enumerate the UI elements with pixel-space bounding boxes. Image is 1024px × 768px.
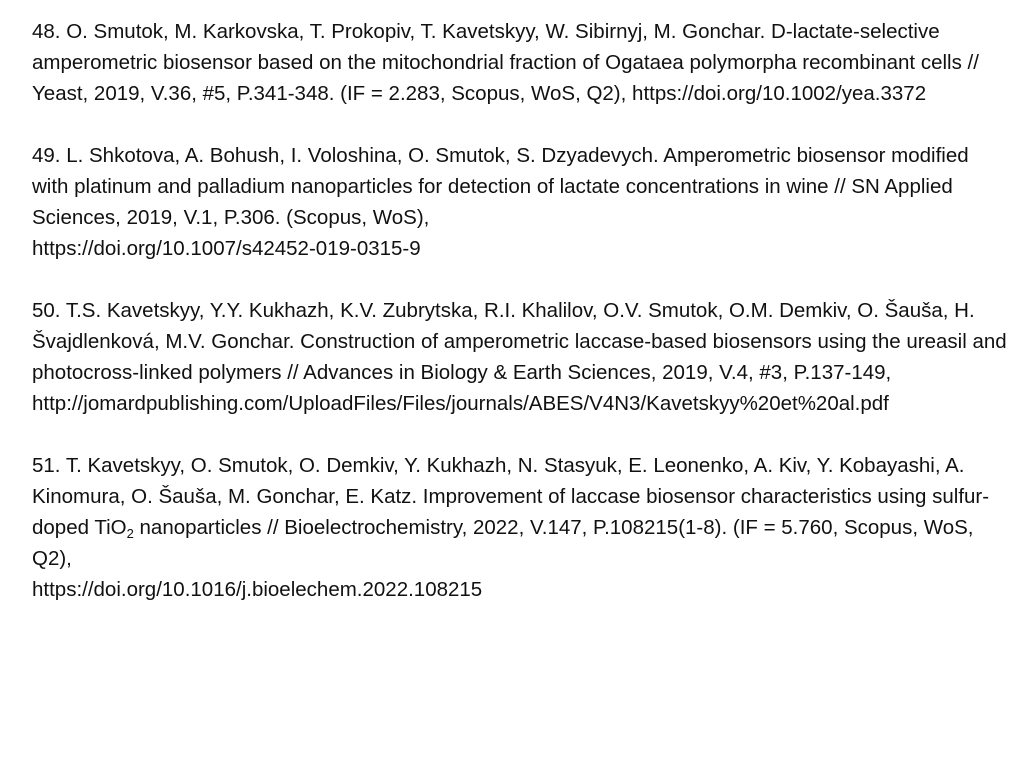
reference-number: 51. bbox=[32, 454, 61, 477]
reference-number: 48. bbox=[32, 20, 61, 43]
doi-link[interactable]: https://doi.org/10.1002/yea.3372 bbox=[632, 82, 927, 105]
reference-50 bbox=[32, 295, 1007, 419]
url-link[interactable]: http://jomardpublishing.com/UploadFiles/Files/journals/ABES/V4N3/Kavetskyy%20et%20al.pdf bbox=[32, 392, 889, 415]
reference-number: 50. bbox=[32, 299, 61, 322]
doi-link[interactable]: https://doi.org/10.1007/s42452-019-0315-9 bbox=[32, 237, 421, 260]
reference-text: O. Smutok, M. Karkovska, T. Prokopiv, T. Kavetskyy, W. Sibirnyj, M. Gonchar. D-lactate-selective amperometric biosensor based on the mitochondrial fraction of Ogataea polymorpha recombinant cells // Yeast, 2019, V.36, #5, P.341-348. (IF = 2.283, Scopus, WoS, Q2), bbox=[32, 20, 979, 105]
reference-text: T.S. Kavetskyy, Y.Y. Kukhazh, K.V. Zubrytska, R.I. Khalilov, O.V. Smutok, O.M. Demkiv, O. Šauša, H. Švajdlenková, M.V. Gonchar. Construction of amperometric laccase-based biosensors using the ureasil and photocross-linked polymers // Advances in Biology & Earth Sciences, 2019, V.4, #3, P.137-149, bbox=[32, 299, 1007, 384]
reference-list bbox=[32, 16, 1007, 636]
reference-51 bbox=[32, 450, 1007, 605]
subscript-2: 2 bbox=[126, 526, 134, 541]
reference-text: L. Shkotova, A. Bohush, I. Voloshina, O. Smutok, S. Dzyadevych. Amperometric biosensor modified with platinum and palladium nanoparticles for detection of lactate concentrations in wine // SN Applied Sciences, 2019, V.1, P.306. (Scopus, WoS), bbox=[32, 144, 969, 229]
reference-48 bbox=[32, 16, 1007, 109]
reference-text-continued: nanoparticles // Bioelectrochemistry, 2022, V.147, P.108215(1-8). (IF = 5.760, Scopus, WoS, Q2), bbox=[32, 516, 974, 570]
reference-49 bbox=[32, 140, 1007, 264]
reference-number: 49. bbox=[32, 144, 61, 167]
doi-link[interactable]: https://doi.org/10.1016/j.bioelechem.2022.108215 bbox=[32, 578, 483, 601]
reference-text: T. Kavetskyy, O. Smutok, O. Demkiv, Y. Kukhazh, N. Stasyuk, E. Leonenko, A. Kiv, Y. Kobayashi, A. Kinomura, O. Šauša, M. Gonchar, E. Katz. Improvement of laccase biosensor characteristics using sulfur-doped TiO bbox=[32, 454, 990, 539]
